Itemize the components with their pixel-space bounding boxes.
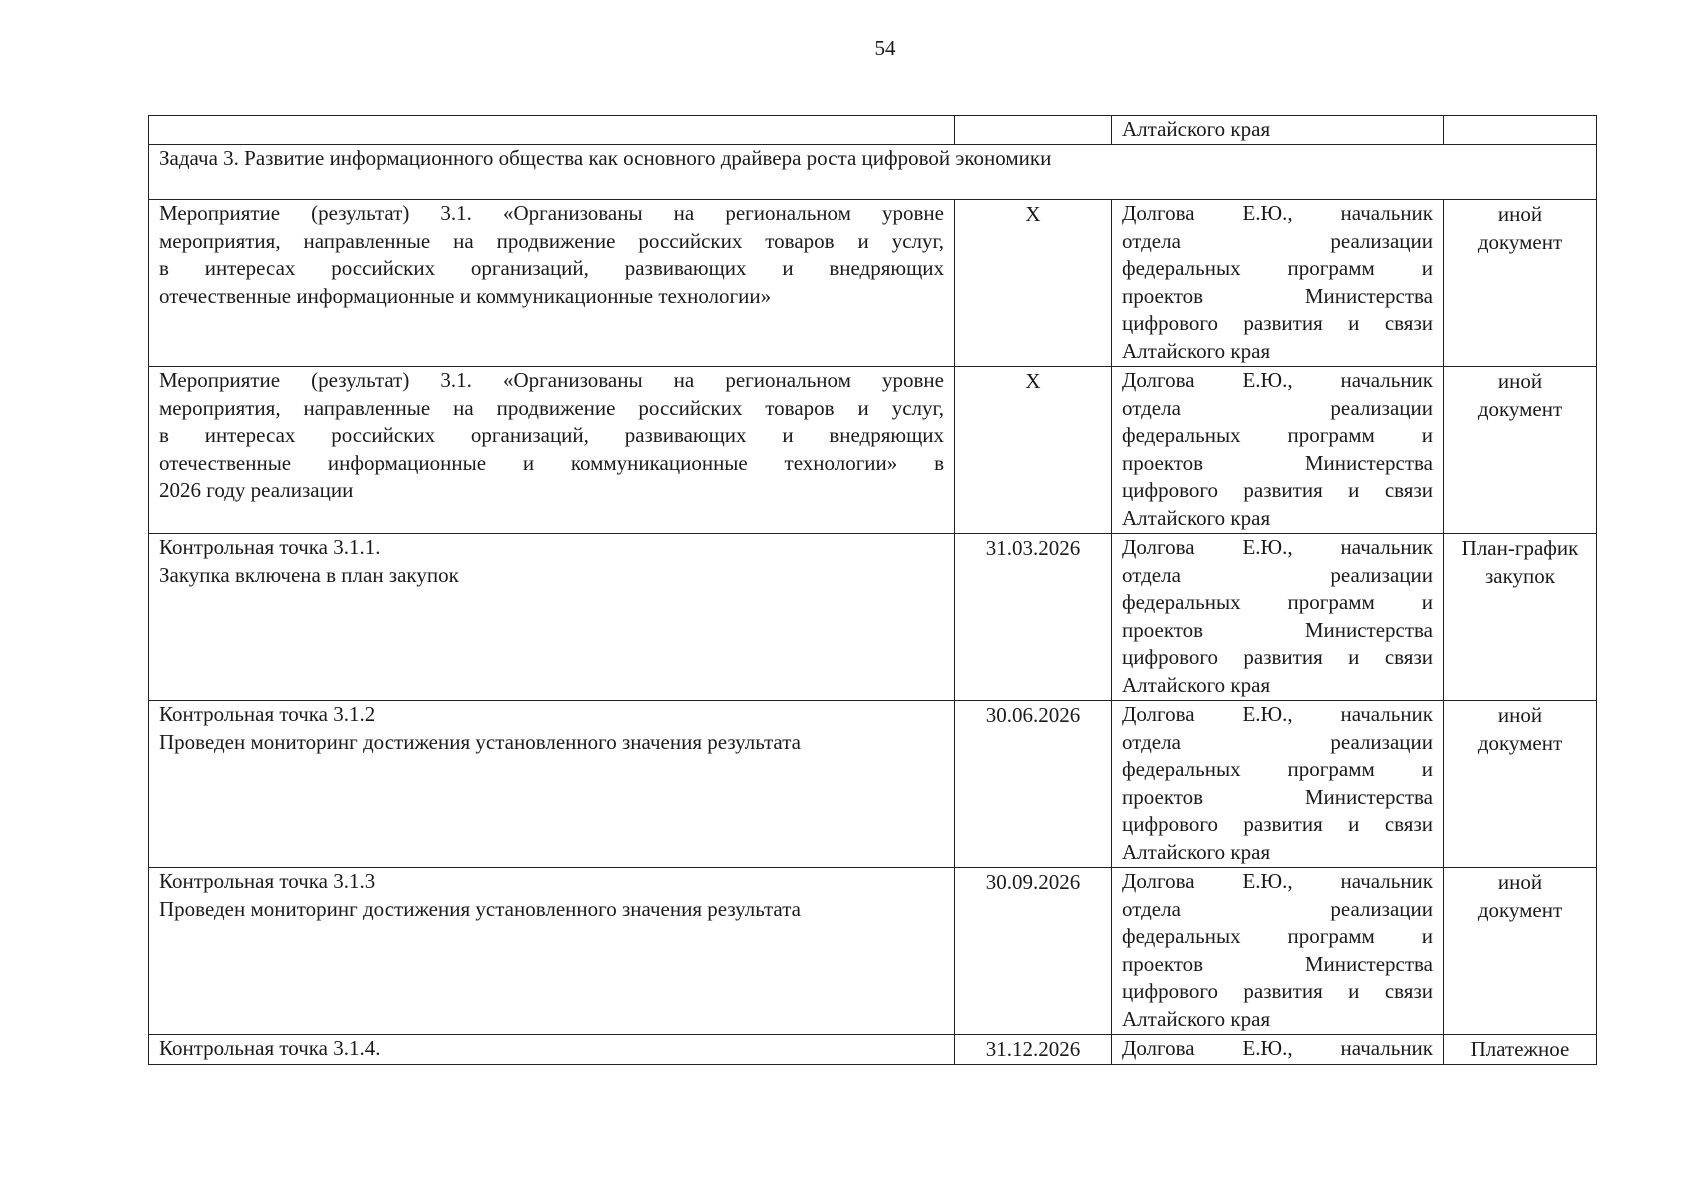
table-row	[149, 868, 1597, 1035]
responsible-line: Алтайского края	[1122, 505, 1271, 530]
responsible-cell	[1112, 868, 1444, 1035]
date-cell: X	[955, 200, 1112, 367]
responsible-line: отдела реализации	[1122, 228, 1433, 253]
continuation-row	[149, 116, 1597, 145]
event-line: 2026 году реализации	[159, 478, 354, 502]
event-line: Контрольная точка 3.1.4.	[159, 1036, 381, 1060]
event-cell	[149, 534, 955, 701]
responsible-cell	[1112, 701, 1444, 868]
event-line: отечественные информационные и коммуникационные технологии» в	[159, 450, 944, 475]
document-line: документ	[1477, 396, 1563, 421]
responsible-line: Долгова Е.Ю., начальник	[1122, 368, 1433, 392]
event-cell	[149, 367, 955, 534]
responsible-line: отдела реализации	[1122, 896, 1433, 921]
table-row	[149, 1035, 1597, 1065]
date-cell: 30.06.2026	[955, 701, 1112, 868]
control-plan-table	[148, 115, 1597, 1065]
responsible-line: федеральных программ и	[1122, 256, 1433, 280]
date-cell: 30.09.2026	[955, 868, 1112, 1035]
document-cell	[1444, 367, 1597, 534]
responsible-line: цифрового развития и связи	[1122, 979, 1433, 1003]
document-line: План-график	[1461, 536, 1579, 560]
responsible-line: проектов Министерства	[1122, 617, 1433, 642]
table-row	[149, 367, 1597, 534]
event-line: мероприятия, направленные на продвижение российских товаров и услуг,	[159, 395, 944, 420]
event-cell	[149, 200, 955, 367]
page-number: 54	[874, 36, 896, 60]
responsible-line: Долгова Е.Ю., начальник	[1122, 1036, 1433, 1060]
responsible-line: проектов Министерства	[1122, 450, 1433, 475]
event-line: Мероприятие (результат) 3.1. «Организованы на региональном уровне	[159, 368, 944, 392]
event-cell	[149, 116, 955, 145]
responsible-line: федеральных программ и	[1122, 590, 1433, 614]
event-line: Контрольная точка 3.1.2	[159, 702, 376, 726]
document-line: иной	[1497, 870, 1543, 894]
event-line: в интересах российских организаций, развивающих и внедряющих	[159, 423, 944, 447]
responsible-line: Алтайского края	[1122, 839, 1271, 864]
document-cell: Платежное	[1444, 1035, 1597, 1065]
responsible-line: отдела реализации	[1122, 395, 1433, 420]
document-line: документ	[1477, 897, 1563, 922]
event-line: отечественные информационные и коммуникационные технологии»	[159, 283, 772, 308]
responsible-line: проектов Министерства	[1122, 283, 1433, 308]
date-cell: 31.03.2026	[955, 534, 1112, 701]
responsible-cell	[1112, 200, 1444, 367]
responsible-line: отдела реализации	[1122, 729, 1433, 754]
document-line: документ	[1477, 229, 1563, 254]
responsible-line: федеральных программ и	[1122, 423, 1433, 447]
document-cell	[1444, 868, 1597, 1035]
responsible-line: цифрового развития и связи	[1122, 645, 1433, 669]
responsible-line: цифрового развития и связи	[1122, 311, 1433, 335]
responsible-line: Долгова Е.Ю., начальник	[1122, 201, 1433, 225]
responsible-line: федеральных программ и	[1122, 757, 1433, 781]
responsible-line: Алтайского края	[1122, 1006, 1271, 1031]
responsible-line: проектов Министерства	[1122, 951, 1433, 976]
responsible-line: Долгова Е.Ю., начальник	[1122, 535, 1433, 559]
responsible-line: федеральных программ и	[1122, 924, 1433, 948]
event-line: Закупка включена в план закупок	[159, 562, 459, 587]
responsible-line: Алтайского края	[1122, 338, 1271, 363]
document-line: иной	[1497, 202, 1543, 226]
event-line: в интересах российских организаций, развивающих и внедряющих	[159, 256, 944, 280]
event-line: Контрольная точка 3.1.1.	[159, 535, 381, 559]
task-header: Задача 3. Развитие информационного общества как основного драйвера роста цифровой экономики	[149, 145, 1597, 200]
event-line: Контрольная точка 3.1.3	[159, 869, 376, 893]
event-cell	[149, 868, 955, 1035]
event-line: Мероприятие (результат) 3.1. «Организованы на региональном уровне	[159, 201, 944, 225]
document-cell	[1444, 200, 1597, 367]
responsible-line: цифрового развития и связи	[1122, 478, 1433, 502]
document-line: иной	[1497, 703, 1543, 727]
document-line: иной	[1497, 369, 1543, 393]
responsible-line: Алтайского края	[1122, 672, 1271, 697]
table-row	[149, 701, 1597, 868]
date-cell	[955, 116, 1112, 145]
responsible-line: отдела реализации	[1122, 562, 1433, 587]
date-cell: 31.12.2026	[955, 1035, 1112, 1065]
event-line: Проведен мониторинг достижения установленного значения результата	[159, 896, 801, 921]
document-cell	[1444, 116, 1597, 145]
responsible-cell	[1112, 534, 1444, 701]
responsible-line: Долгова Е.Ю., начальник	[1122, 702, 1433, 726]
task-header-row	[149, 145, 1597, 200]
responsible-cell	[1112, 116, 1444, 145]
responsible-line: Долгова Е.Ю., начальник	[1122, 869, 1433, 893]
responsible-cell	[1112, 367, 1444, 534]
document-line: документ	[1477, 730, 1563, 755]
responsible-cell	[1112, 1035, 1444, 1065]
event-cell	[149, 1035, 955, 1065]
responsible-line: цифрового развития и связи	[1122, 812, 1433, 836]
event-line: мероприятия, направленные на продвижение российских товаров и услуг,	[159, 228, 944, 253]
event-cell	[149, 701, 955, 868]
responsible-line: Алтайского края	[1122, 117, 1271, 141]
table-row	[149, 534, 1597, 701]
responsible-line: проектов Министерства	[1122, 784, 1433, 809]
date-cell: X	[955, 367, 1112, 534]
document-line: закупок	[1485, 563, 1555, 588]
document-cell	[1444, 534, 1597, 701]
table-row	[149, 200, 1597, 367]
document-cell	[1444, 701, 1597, 868]
event-line: Проведен мониторинг достижения установленного значения результата	[159, 729, 801, 754]
